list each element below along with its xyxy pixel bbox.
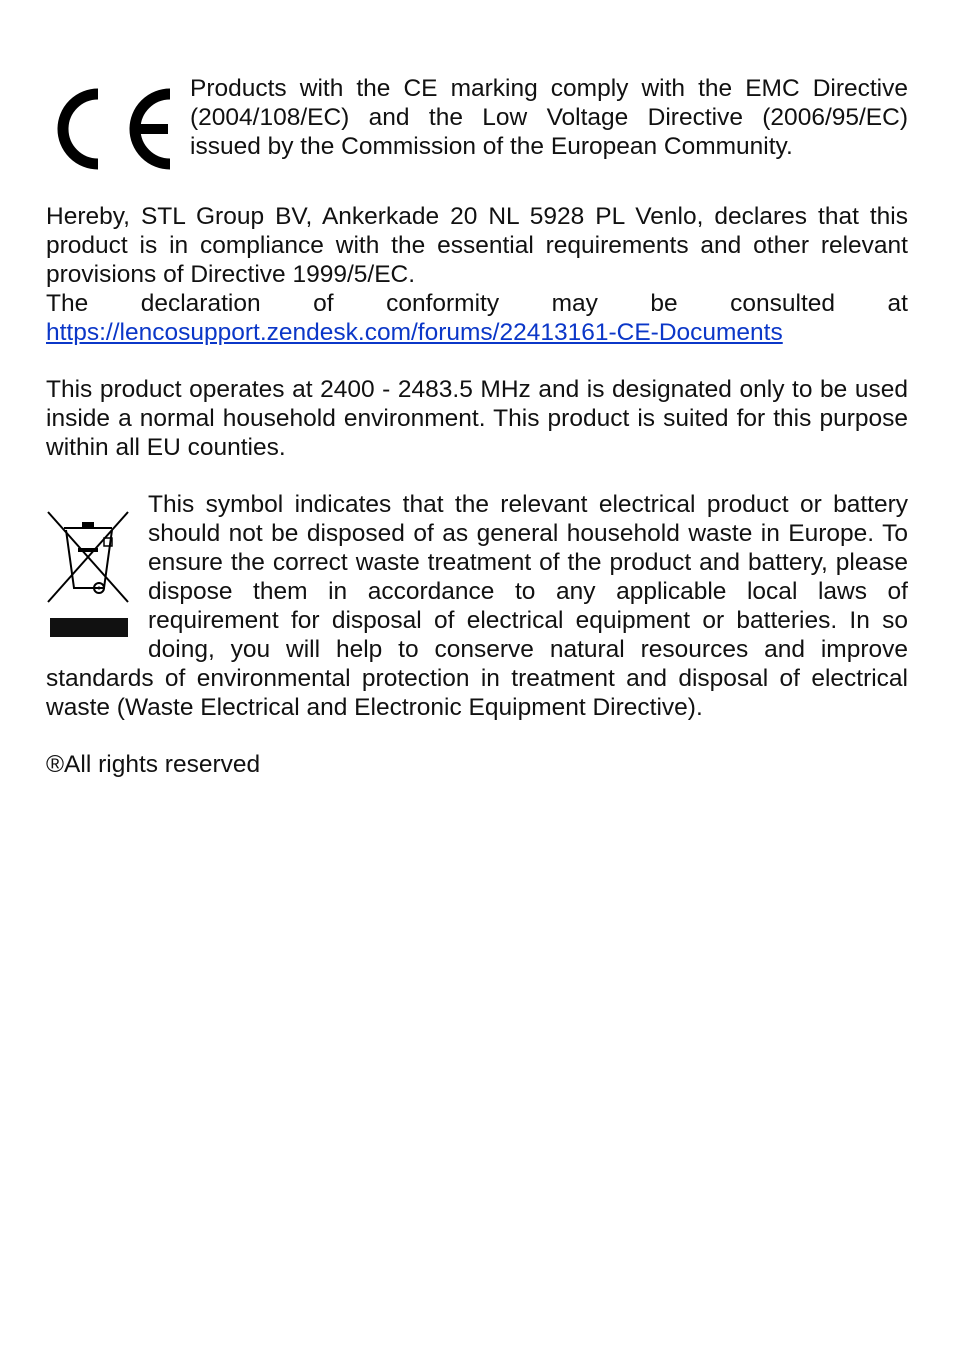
declaration-text: Hereby, STL Group BV, Ankerkade 20 NL 5928 PL Venlo, declares that this product is in compliance with the essential requirements and other relevant provisions of Directive 1999/5/EC. xyxy=(46,203,908,288)
ce-compliance-text: Products with the CE marking comply with the EMC Directive (2004/108/EC) and the Low Voltage Directive (2006/95/EC) issued by the Commission of the European Community. xyxy=(190,75,908,160)
weee-section xyxy=(46,490,908,722)
ce-mark-icon xyxy=(52,84,176,174)
weee-disposal-text: This symbol indicates that the relevant electrical product or battery should not be disposed of as general household waste in Europe. To ensure the correct waste treatment of the product and battery, please dispose them in accordance to any applicable local laws of requirement for disposal of electrical equipment or batteries. In so doing, you will help to conserve natural resources and improve standards of environmental protection in treatment and disposal of electrical waste (Waste Electrical and Electronic Equipment Directive). xyxy=(46,491,908,721)
document-page xyxy=(46,74,908,779)
declaration-consult-text: The declaration of conformity may be consulted at xyxy=(46,290,908,317)
all-rights-reserved: ®All rights reserved xyxy=(46,751,261,778)
frequency-text: This product operates at 2400 - 2483.5 MHz and is designated only to be used inside a normal household environment. This product is suited for this purpose within all EU counties. xyxy=(46,376,908,461)
ce-section xyxy=(46,74,908,174)
ce-documents-link[interactable]: https://lencosupport.zendesk.com/forums/22413161-CE-Documents xyxy=(46,319,783,346)
crossed-out-bin-icon xyxy=(46,504,136,654)
